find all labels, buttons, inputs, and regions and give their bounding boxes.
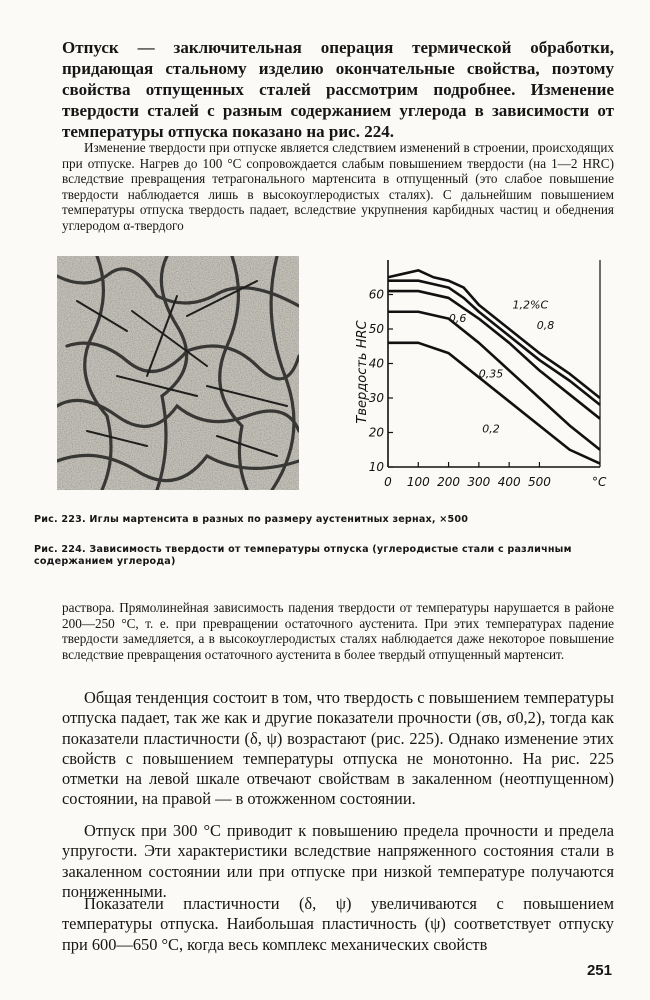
series-label: 0,8 [536, 319, 555, 332]
martensite-micrograph [57, 256, 299, 490]
paragraph-3: Показатели пластичности (δ, ψ) увеличиваются с повышением температуры отпуска. Наибольшая пластичность (ψ) соответствует отпуску при 600—650 °С, когда весь комплекс механических свойств [62, 894, 614, 954]
x-tick-label: 100 [406, 475, 430, 489]
y-tick-label: 50 [368, 322, 384, 336]
caption-224: Рис. 224. Зависимость твердости от температуры отпуска (углеродистые стали с различным содержанием углерода) [34, 544, 572, 567]
y-tick-label: 30 [368, 391, 384, 405]
page-number: 251 [586, 962, 612, 979]
x-unit-label: °C [592, 475, 607, 489]
y-tick-label: 40 [368, 356, 384, 371]
y-tick-label: 20 [368, 425, 384, 440]
series-line-02 [388, 343, 600, 464]
paragraph-1: Общая тенденция состоит в том, что твердость с повышением температуры отпуска падает, так же как и другие показатели прочности (σв, σ0,2), тогда как показатели пластичности (δ, ψ) возрастают (рис. 225). Однако изменение этих свойств с повышением температуры отпуска не монотонно. На рис. 225 отметки на левой шкале отвечают свойствам в закаленном (неотпущенном) состоянии, на правой — в отожженном состоянии. [62, 688, 614, 809]
intro-paragraph: Отпуск — заключительная операция термической обработки, придающая стальному изделию окончательные свойства, поэтому свойства отпущенных сталей рассмотрим подробнее. Изменение твердости сталей с разным содержанием углерода в зависимости от температуры отпуска показано на рис. 224. [62, 38, 614, 141]
x-tick-label: 400 [497, 475, 521, 489]
y-axis-label: Твердость HRC [355, 320, 370, 424]
series-label: 0,35 [478, 367, 504, 381]
series-label: 1,2%C [512, 298, 549, 312]
y-tick-label: 10 [368, 460, 384, 474]
caption-223: Рис. 223. Иглы мартенсита в разных по размеру аустенитных зернах, ×500 [34, 514, 469, 525]
x-tick-label: 0 [384, 475, 392, 489]
x-tick-label: 500 [527, 475, 551, 489]
series-label: 0,2 [482, 422, 500, 436]
hardness-chart [348, 252, 610, 492]
y-tick-label: 60 [368, 287, 384, 302]
x-tick-label: 300 [467, 475, 491, 489]
note-bottom: раствора. Прямолинейная зависимость падения твердости от температуры нарушается в районе 200—250 °С, т. е. при превращении остаточного аустенита. При этих температурах падение твердости замедляется, а в высокоуглеродистых сталях наблюдается даже некоторое повышение вследствие превращения остаточного аустенита в более твердый отпущенный мартенсит. [62, 600, 614, 662]
x-tick-label: 200 [437, 475, 461, 489]
paragraph-2: Отпуск при 300 °С приводит к повышению предела прочности и предела упругости. Эти характеристики вследствие напряженного состояния стали в закаленном состоянии или при отпуске при низкой температуре получаются пониженными. [62, 821, 614, 901]
series-label: 0,6 [448, 312, 467, 326]
note-top: Изменение твердости при отпуске является следствием изменений в строении, происходящих при отпуске. Нагрев до 100 °С сопровождается слабым повышением твердости (на 1—2 HRC) вследствие превращения тетрагонального мартенсита в отпущенный (это слабое повышение твердости наблюдается лишь в высокоуглеродистых сталях). С дальнейшим повышением температуры отпуска твердость падает, вследствие укрупнения карбидных частиц и обеднения углеродом α-твердого [62, 140, 614, 233]
